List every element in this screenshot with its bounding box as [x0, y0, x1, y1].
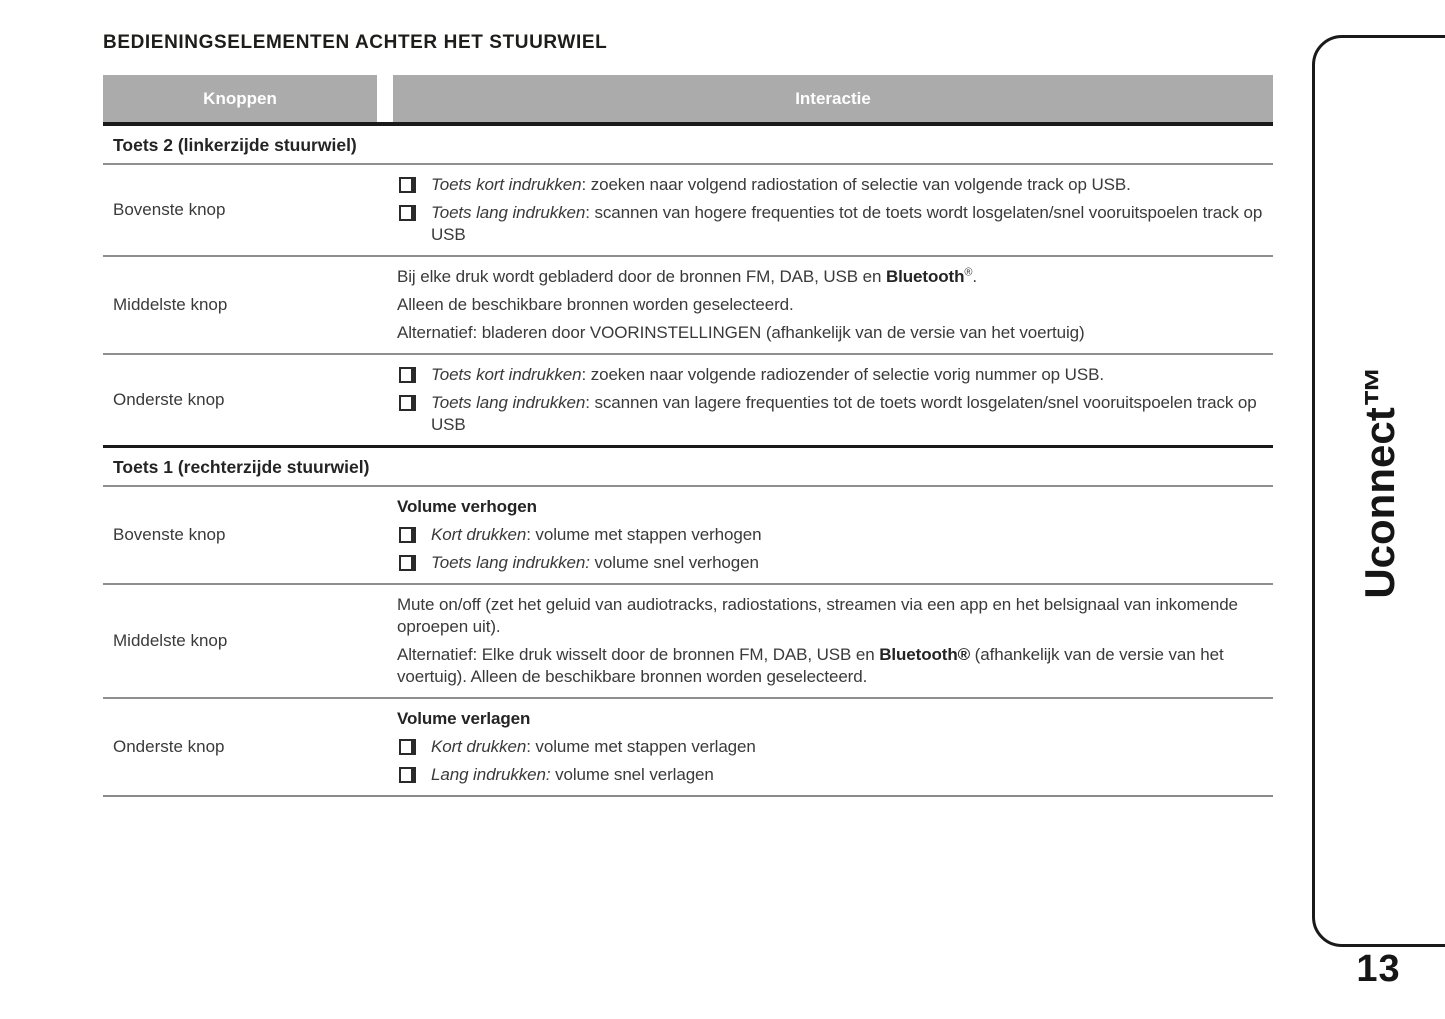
item-text: Toets lang indrukken: scannen van lagere frequenties tot de toets wordt losgelaten/snel vooruitspoelen track op USB [431, 393, 1257, 434]
paragraph-item [397, 294, 1267, 316]
interaction-cell [395, 355, 1273, 445]
section-title: Toets 1 (rechterzijde stuurwiel) [113, 457, 370, 477]
table-header-row [103, 75, 1273, 126]
uconnect-tab-label: Uconnect™ [1356, 365, 1403, 599]
bullet-item [397, 552, 1267, 574]
bullet-item [397, 392, 1267, 436]
page-number: 13 [1356, 948, 1401, 990]
page-title: BEDIENINGSELEMENTEN ACHTER HET STUURWIEL [103, 32, 608, 53]
button-name: Bovenste knop [113, 200, 226, 219]
table-body [103, 126, 1273, 797]
bullet-item [397, 524, 1267, 546]
paragraph-item [397, 322, 1267, 344]
bullet-item [397, 736, 1267, 758]
button-name-cell [103, 487, 395, 583]
item-text: Kort drukken: volume met stappen verlagen [431, 737, 756, 756]
interaction-cell [395, 487, 1273, 583]
table-row [103, 585, 1273, 699]
button-name-cell [103, 699, 395, 795]
section-header-row [103, 448, 1273, 487]
bullet-item [397, 364, 1267, 386]
bullet-item [397, 764, 1267, 786]
item-text: Lang indrukken: volume snel verlagen [431, 765, 714, 784]
button-name-cell [103, 165, 395, 255]
checkbox-bullet-icon [399, 767, 416, 783]
item-text: Mute on/off (zet het geluid van audiotracks, radiostations, streamen via een app en het belsignaal van inkomende oproepen uit). [397, 595, 1238, 636]
item-text: Toets kort indrukken: zoeken naar volgende radiozender of selectie vorig nummer op USB. [431, 365, 1104, 384]
bullet-item [397, 174, 1267, 196]
item-text: Volume verhogen [397, 497, 537, 516]
checkbox-bullet-icon [399, 367, 416, 383]
item-text: Bij elke druk wordt gebladerd door de bronnen FM, DAB, USB en Bluetooth®. [397, 266, 978, 286]
table-row [103, 487, 1273, 585]
table-row [103, 165, 1273, 257]
heading-item [397, 496, 1267, 518]
item-text: Alternatief: bladeren door VOORINSTELLINGEN (afhankelijk van de versie van het voertuig) [397, 323, 1085, 342]
checkbox-bullet-icon [399, 205, 416, 221]
item-text: Volume verlagen [397, 709, 531, 728]
button-name: Bovenste knop [113, 525, 226, 544]
table-row [103, 355, 1273, 448]
item-text: Toets lang indrukken: volume snel verhogen [431, 553, 759, 572]
checkbox-bullet-icon [399, 555, 416, 571]
checkbox-bullet-icon [399, 177, 416, 193]
heading-item [397, 708, 1267, 730]
item-text: Alleen de beschikbare bronnen worden geselecteerd. [397, 295, 794, 314]
button-name-cell [103, 257, 395, 353]
button-name-cell [103, 585, 395, 697]
table-row [103, 257, 1273, 355]
button-name: Onderste knop [113, 390, 225, 409]
interaction-cell [395, 257, 1273, 353]
paragraph-item [397, 594, 1267, 638]
interaction-cell [395, 699, 1273, 795]
bullet-item [397, 202, 1267, 246]
button-name: Onderste knop [113, 737, 225, 756]
button-name: Middelste knop [113, 295, 228, 314]
section-title: Toets 2 (linkerzijde stuurwiel) [113, 135, 357, 155]
table-header-interactie: Interactie [393, 75, 1273, 122]
interaction-cell [395, 165, 1273, 255]
checkbox-bullet-icon [399, 527, 416, 543]
button-name: Middelste knop [113, 631, 228, 650]
button-name-cell [103, 355, 395, 445]
item-text: Toets kort indrukken: zoeken naar volgend radiostation of selectie van volgende track op USB. [431, 175, 1131, 194]
table-header-knoppen: Knoppen [103, 75, 377, 122]
table-row [103, 699, 1273, 797]
checkbox-bullet-icon [399, 395, 416, 411]
content-column [103, 33, 1273, 797]
paragraph-item [397, 644, 1267, 688]
interaction-cell [395, 585, 1273, 697]
item-text: Alternatief: Elke druk wisselt door de bronnen FM, DAB, USB en Bluetooth® (afhankelijk van de versie van het voertuig). Alleen de beschikbare bronnen worden geselecteerd. [397, 645, 1224, 686]
section-header-row [103, 126, 1273, 165]
item-text: Kort drukken: volume met stappen verhogen [431, 525, 762, 544]
item-text: Toets lang indrukken: scannen van hogere frequenties tot de toets wordt losgelaten/snel vooruitspoelen track op USB [431, 203, 1263, 244]
paragraph-item [397, 266, 1267, 288]
table-header-gap [377, 75, 393, 122]
checkbox-bullet-icon [399, 739, 416, 755]
